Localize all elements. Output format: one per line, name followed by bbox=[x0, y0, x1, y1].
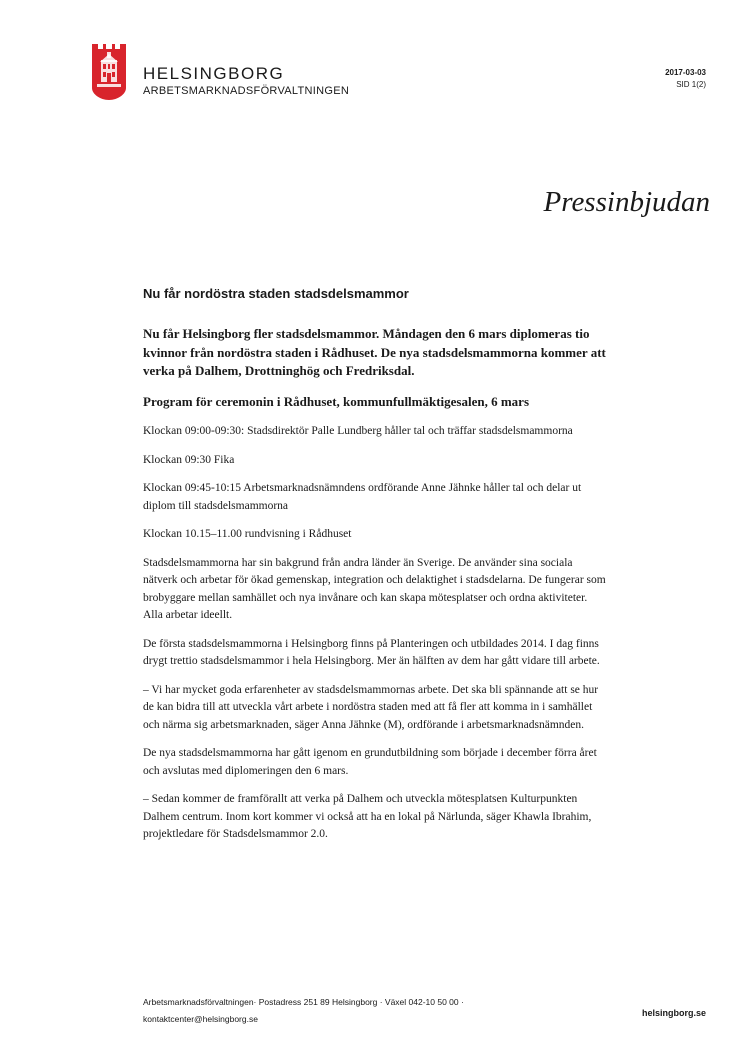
department-name: ARBETSMARKNADSFÖRVALTNINGEN bbox=[143, 85, 350, 97]
footer-address bbox=[143, 994, 543, 1028]
headline: Nu får nordöstra staden stadsdelsmammor bbox=[143, 286, 409, 301]
paragraph: Klockan 09:00-09:30: Stadsdirektör Palle Lundberg håller tal och träffar stadsdelsmammorna bbox=[143, 425, 573, 437]
org-name: HELSINGBORG bbox=[143, 64, 285, 83]
paragraph: De nya stadsdelsmammorna har gått igenom en grundutbildning som började i december förra året och avslutas med diplomeringen den 6 mars. bbox=[143, 747, 597, 777]
paragraph: Klockan 09:45-10:15 Arbetsmarknadsnämndens ordförande Anne Jähnke håller tal och delar ut diplom till stadsdelsmammorna bbox=[143, 482, 582, 512]
press-release-body bbox=[143, 286, 609, 855]
document-type: Pressinbjudan bbox=[543, 186, 710, 218]
footer-email: kontaktcenter@helsingborg.se bbox=[143, 1014, 258, 1024]
paragraph: Stadsdelsmammorna har sin bakgrund från andra länder än Sverige. De använder sina sociala nätverk och arbetar för ökad gemenskap, integration och delaktighet i stadsdelarna. De fungerar som brobyggare mellan samhället och nya invånare och kan skapa mötesplatser och ordna aktiviteter. Alla arbetar ideellt. bbox=[143, 556, 606, 621]
paragraph: De första stadsdelsmammorna i Helsingborg finns på Planteringen och utbildades 2014. I dag finns drygt trettio stadsdelsmammor i hela Helsingborg. Mer än hälften av dem har gått vidare till arbete. bbox=[143, 637, 600, 667]
paragraph: – Sedan kommer de framförallt att verka på Dalhem och utveckla mötesplatsen Kulturpunkten Dalhem centrum. Inom kort kommer vi också att ha en lokal på Närlunda, säger Khawla Ibrahim, projektledare för Stadsdelsmammor 2.0. bbox=[143, 793, 592, 840]
lead-paragraph: Nu får Helsingborg fler stadsdelsmammor. Måndagen den 6 mars diplomeras tio kvinnor från nordöstra staden i Rådhuset. De nya stadsdelsmammorna kommer att verka på Dalhem, Drottninghög och Fredriksdal. bbox=[143, 326, 606, 378]
program-heading: Program för ceremonin i Rådhuset, kommunfullmäktigesalen, 6 mars bbox=[143, 393, 530, 409]
document-date: 2017-03-03 bbox=[665, 68, 706, 77]
footer-website: helsingborg.se bbox=[641, 1008, 706, 1018]
paragraph: – Vi har mycket goda erfarenheter av stadsdelsmammornas arbete. Det ska bli spännande att se hur de kan bidra till att utveckla vårt arbete i nordöstra staden med att få fler att komma in i samhället och närma sig arbetsmarknaden, säger Anna Jähnke (M), ordförande i arbetsmarknadsnämnden. bbox=[143, 683, 599, 731]
paragraph: Klockan 10.15–11.00 rundvisning i Rådhuset bbox=[143, 528, 352, 540]
page-number: SID 1(2) bbox=[676, 80, 706, 89]
helsingborg-crest-icon bbox=[92, 44, 126, 100]
paragraph: Klockan 09:30 Fika bbox=[143, 453, 235, 466]
footer-address-line: Arbetsmarknadsförvaltningen· Postadress 251 89 Helsingborg · Växel 042-10 50 00 · bbox=[143, 997, 464, 1007]
